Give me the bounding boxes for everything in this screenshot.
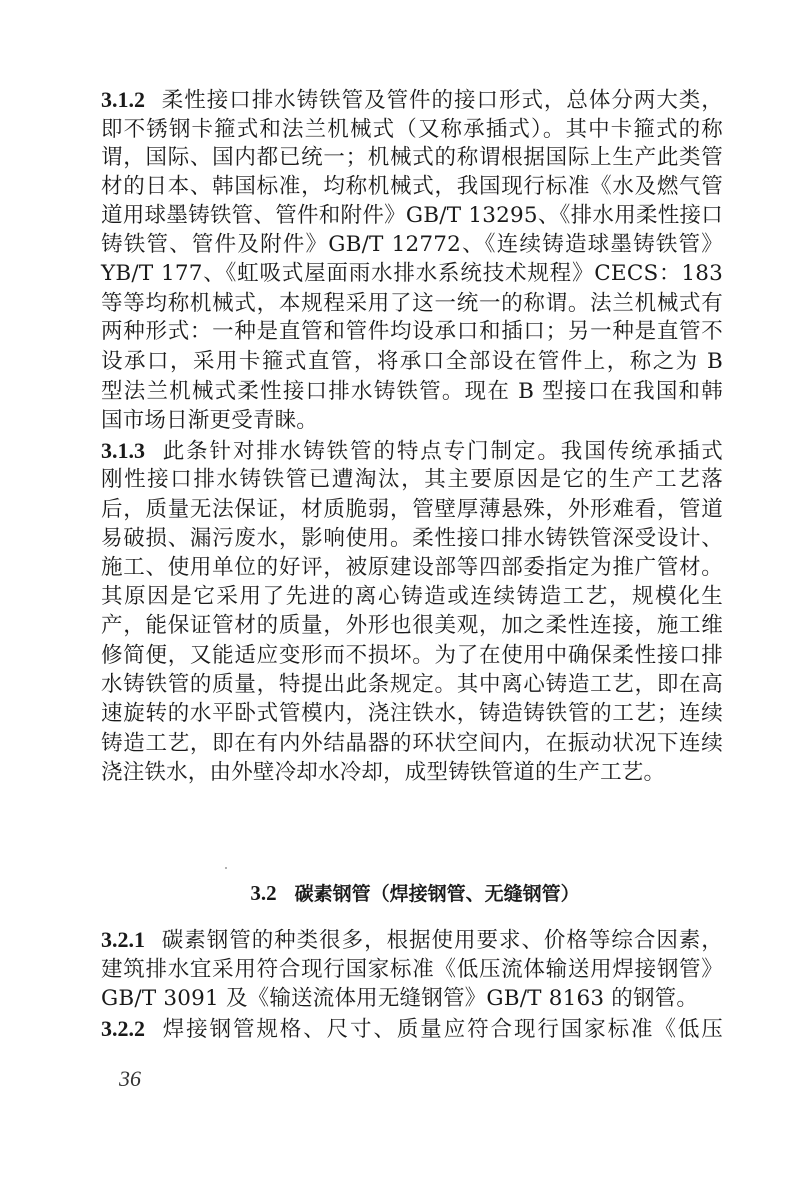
- section-heading: [0, 877, 800, 909]
- clause-number: 3.1.2: [101, 87, 145, 112]
- clause-3-2-2-line-1: 3.2.2 焊接钢管规格、尺寸、质量应符合现行国家标准《低压: [101, 1016, 723, 1042]
- text-line: 后，质量无法保证，材质脆弱，管壁厚薄悬殊，外形难看，管道: [101, 497, 723, 522]
- text-line: 施工、使用单位的好评，被原建设部等四部委指定为推广管材。: [101, 555, 723, 580]
- text-line: 铸铁管、管件及附件》GB/T 12772、《连续铸造球墨铸铁管》: [101, 232, 723, 257]
- text-line: 浇注铁水，由外壁冷却水冷却，成型铸铁管道的生产工艺。: [101, 760, 666, 785]
- text-line: 设承口，采用卡箍式直管，将承口全部设在管件上，称之为 B: [101, 349, 723, 374]
- text-line: 易破损、漏污废水，影响使用。柔性接口排水铸铁管深受设计、: [101, 526, 723, 551]
- clause-number: 3.2.1: [101, 927, 145, 952]
- text-line: 两种形式：一种是直管和管件均设承口和插口；另一种是直管不: [101, 319, 723, 344]
- text-line: GB/T 3091 及《输送流体用无缝钢管》GB/T 8163 的钢管。: [101, 986, 699, 1011]
- text-line: 道用球墨铸铁管、管件和附件》GB/T 13295、《排水用柔性接口: [101, 203, 723, 228]
- text-line: 修简便，又能适应变形而不损坏。为了在使用中确保柔性接口排: [101, 643, 723, 668]
- text-line: 材的日本、韩国标准，均称机械式，我国现行标准《水及燃气管: [101, 174, 723, 199]
- section-title: 碳素钢管（焊接钢管、无缝钢管）: [294, 883, 580, 905]
- clause-number: 3.2.2: [101, 1016, 145, 1041]
- text-line: 刚性接口排水铸铁管已遭淘汰，其主要原因是它的生产工艺落: [101, 467, 723, 492]
- scan-speck: [225, 867, 227, 869]
- text-line: 等等均称机械式，本规程采用了这一统一的称谓。法兰机械式有: [101, 291, 723, 316]
- text-line: 国市场日渐更受青睐。: [101, 408, 319, 433]
- clause-3-1-2-line-1: 3.1.2 柔性接口排水铸铁管及管件的接口形式，总体分两大类，: [101, 87, 723, 113]
- clause-3-2-1-line-1: 3.2.1 碳素钢管的种类很多，根据使用要求、价格等综合因素，: [101, 927, 723, 953]
- section-number: 3.2: [250, 881, 277, 905]
- text-line: 铸造工艺，即在有内外结晶器的环状空间内，在振动状况下连续: [101, 731, 723, 756]
- text-line: YB/T 177、《虹吸式屋面雨水排水系统技术规程》CECS：183: [101, 261, 723, 286]
- text-line: 其原因是它采用了先进的离心铸造或连续铸造工艺，规模化生: [101, 584, 723, 609]
- text-line: 建筑排水宜采用符合现行国家标准《低压流体输送用焊接钢管》: [101, 957, 723, 982]
- text-line: 谓，国际、国内都已统一；机械式的称谓根据国际上生产此类管: [101, 145, 723, 170]
- page-number: 36: [119, 1066, 141, 1091]
- text-line: 水铸铁管的质量，特提出此条规定。其中离心铸造工艺，即在高: [101, 672, 723, 697]
- text-line: 速旋转的水平卧式管模内，浇注铁水，铸造铸铁管的工艺；连续: [101, 701, 723, 726]
- clause-number: 3.1.3: [101, 438, 145, 463]
- text-line: 即不锈钢卡箍式和法兰机械式（又称承插式）。其中卡箍式的称: [101, 117, 723, 142]
- text-line: 产，能保证管材的质量，外形也很美观，加之柔性连接，施工维: [101, 613, 723, 638]
- text-line: 型法兰机械式柔性接口排水铸铁管。现在 B 型接口在我国和韩: [101, 379, 723, 404]
- clause-3-1-3-line-1: 3.1.3 此条针对排水铸铁管的特点专门制定。我国传统承插式: [101, 438, 723, 464]
